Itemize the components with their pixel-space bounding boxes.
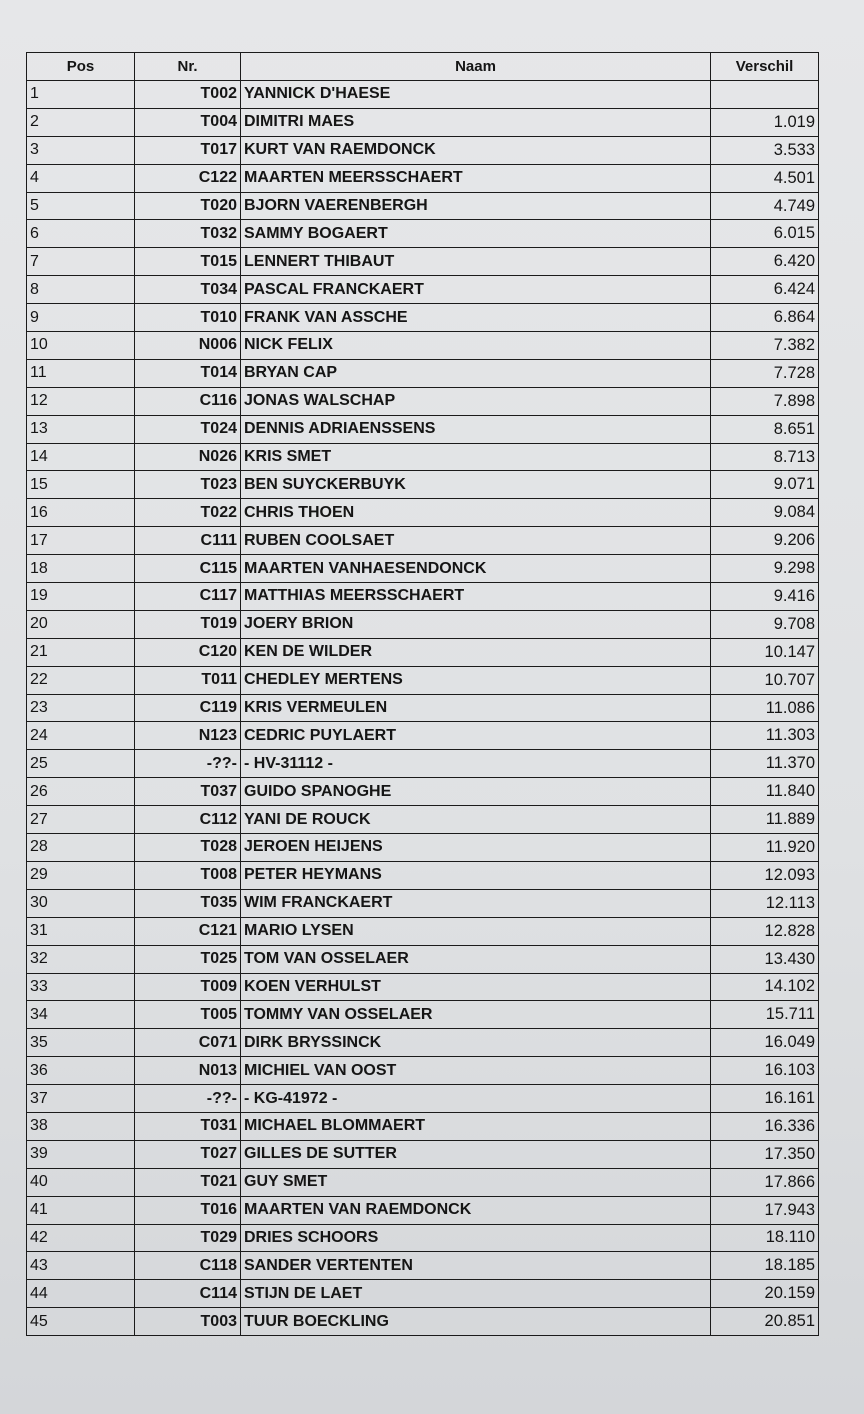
verschil-cell: 20.159 xyxy=(711,1280,819,1308)
pos-cell: 31 xyxy=(27,917,135,945)
pos-cell: 4 xyxy=(27,164,135,192)
table-row xyxy=(27,332,819,360)
table-row xyxy=(27,276,819,304)
nr-cell: C114 xyxy=(135,1280,241,1308)
verschil-cell: 6.864 xyxy=(711,304,819,332)
verschil-cell: 12.113 xyxy=(711,889,819,917)
table-row xyxy=(27,1112,819,1140)
pos-cell: 1 xyxy=(27,81,135,109)
verschil-cell: 18.185 xyxy=(711,1252,819,1280)
table-row xyxy=(27,917,819,945)
naam-cell: BJORN VAERENBERGH xyxy=(241,192,711,220)
nr-cell: C119 xyxy=(135,694,241,722)
table-row xyxy=(27,1280,819,1308)
naam-cell: KEN DE WILDER xyxy=(241,638,711,666)
naam-cell: JONAS WALSCHAP xyxy=(241,387,711,415)
pos-cell: 34 xyxy=(27,1001,135,1029)
table-row xyxy=(27,610,819,638)
pos-cell: 9 xyxy=(27,304,135,332)
nr-cell: N026 xyxy=(135,443,241,471)
verschil-cell: 6.420 xyxy=(711,248,819,276)
naam-cell: CHEDLEY MERTENS xyxy=(241,666,711,694)
table-row xyxy=(27,248,819,276)
pos-cell: 38 xyxy=(27,1112,135,1140)
pos-cell: 35 xyxy=(27,1029,135,1057)
nr-cell: T031 xyxy=(135,1112,241,1140)
verschil-cell: 11.920 xyxy=(711,834,819,862)
nr-cell: C111 xyxy=(135,527,241,555)
verschil-cell: 16.161 xyxy=(711,1085,819,1113)
table-row xyxy=(27,1224,819,1252)
nr-cell: N006 xyxy=(135,332,241,360)
verschil-cell: 8.713 xyxy=(711,443,819,471)
pos-cell: 41 xyxy=(27,1196,135,1224)
table-row xyxy=(27,415,819,443)
verschil-cell: 11.086 xyxy=(711,694,819,722)
naam-cell: MICHIEL VAN OOST xyxy=(241,1057,711,1085)
verschil-cell: 16.049 xyxy=(711,1029,819,1057)
pos-cell: 19 xyxy=(27,583,135,611)
nr-cell: C112 xyxy=(135,806,241,834)
verschil-cell: 13.430 xyxy=(711,945,819,973)
pos-cell: 39 xyxy=(27,1140,135,1168)
naam-cell: MARIO LYSEN xyxy=(241,917,711,945)
pos-cell: 10 xyxy=(27,332,135,360)
naam-cell: - HV-31112 - xyxy=(241,750,711,778)
verschil-cell: 9.071 xyxy=(711,471,819,499)
verschil-cell: 9.084 xyxy=(711,499,819,527)
nr-cell: T029 xyxy=(135,1224,241,1252)
naam-cell: GUIDO SPANOGHE xyxy=(241,778,711,806)
nr-cell: T002 xyxy=(135,81,241,109)
table-row xyxy=(27,387,819,415)
pos-cell: 22 xyxy=(27,666,135,694)
nr-cell: -??- xyxy=(135,750,241,778)
table-row xyxy=(27,973,819,1001)
verschil-cell: 18.110 xyxy=(711,1224,819,1252)
naam-cell: SAMMY BOGAERT xyxy=(241,220,711,248)
table-row xyxy=(27,164,819,192)
pos-cell: 14 xyxy=(27,443,135,471)
table-row xyxy=(27,555,819,583)
nr-cell: T005 xyxy=(135,1001,241,1029)
pos-cell: 5 xyxy=(27,192,135,220)
verschil-cell: 11.840 xyxy=(711,778,819,806)
table-row xyxy=(27,220,819,248)
nr-cell: T004 xyxy=(135,108,241,136)
verschil-cell: 11.370 xyxy=(711,750,819,778)
table-row xyxy=(27,1140,819,1168)
verschil-cell: 7.898 xyxy=(711,387,819,415)
nr-cell: C120 xyxy=(135,638,241,666)
naam-cell: MAARTEN MEERSSCHAERT xyxy=(241,164,711,192)
naam-cell: TUUR BOECKLING xyxy=(241,1308,711,1336)
verschil-cell: 9.708 xyxy=(711,610,819,638)
nr-cell: T035 xyxy=(135,889,241,917)
pos-cell: 40 xyxy=(27,1168,135,1196)
verschil-cell: 10.147 xyxy=(711,638,819,666)
verschil-cell: 9.298 xyxy=(711,555,819,583)
nr-cell: T024 xyxy=(135,415,241,443)
pos-cell: 15 xyxy=(27,471,135,499)
header-naam: Naam xyxy=(241,53,711,81)
table-row xyxy=(27,834,819,862)
pos-cell: 2 xyxy=(27,108,135,136)
naam-cell: PASCAL FRANCKAERT xyxy=(241,276,711,304)
nr-cell: T023 xyxy=(135,471,241,499)
nr-cell: T028 xyxy=(135,834,241,862)
nr-cell: T016 xyxy=(135,1196,241,1224)
nr-cell: C071 xyxy=(135,1029,241,1057)
verschil-cell: 3.533 xyxy=(711,136,819,164)
nr-cell: N123 xyxy=(135,722,241,750)
pos-cell: 36 xyxy=(27,1057,135,1085)
table-row xyxy=(27,861,819,889)
nr-cell: C121 xyxy=(135,917,241,945)
pos-cell: 23 xyxy=(27,694,135,722)
table-row xyxy=(27,304,819,332)
table-row xyxy=(27,527,819,555)
naam-cell: STIJN DE LAET xyxy=(241,1280,711,1308)
nr-cell: T034 xyxy=(135,276,241,304)
table-row xyxy=(27,750,819,778)
naam-cell: YANI DE ROUCK xyxy=(241,806,711,834)
pos-cell: 25 xyxy=(27,750,135,778)
naam-cell: PETER HEYMANS xyxy=(241,861,711,889)
pos-cell: 21 xyxy=(27,638,135,666)
nr-cell: C115 xyxy=(135,555,241,583)
table-row xyxy=(27,694,819,722)
nr-cell: T037 xyxy=(135,778,241,806)
pos-cell: 3 xyxy=(27,136,135,164)
naam-cell: LENNERT THIBAUT xyxy=(241,248,711,276)
pos-cell: 26 xyxy=(27,778,135,806)
naam-cell: CEDRIC PUYLAERT xyxy=(241,722,711,750)
table-row xyxy=(27,1057,819,1085)
table-row xyxy=(27,1252,819,1280)
nr-cell: -??- xyxy=(135,1085,241,1113)
naam-cell: WIM FRANCKAERT xyxy=(241,889,711,917)
pos-cell: 43 xyxy=(27,1252,135,1280)
naam-cell: BEN SUYCKERBUYK xyxy=(241,471,711,499)
naam-cell: JOERY BRION xyxy=(241,610,711,638)
naam-cell: KRIS VERMEULEN xyxy=(241,694,711,722)
naam-cell: BRYAN CAP xyxy=(241,359,711,387)
pos-cell: 30 xyxy=(27,889,135,917)
naam-cell: DIRK BRYSSINCK xyxy=(241,1029,711,1057)
naam-cell: FRANK VAN ASSCHE xyxy=(241,304,711,332)
verschil-cell: 7.728 xyxy=(711,359,819,387)
table-row xyxy=(27,1085,819,1113)
pos-cell: 37 xyxy=(27,1085,135,1113)
naam-cell: DRIES SCHOORS xyxy=(241,1224,711,1252)
naam-cell: GILLES DE SUTTER xyxy=(241,1140,711,1168)
nr-cell: T019 xyxy=(135,610,241,638)
pos-cell: 11 xyxy=(27,359,135,387)
naam-cell: CHRIS THOEN xyxy=(241,499,711,527)
verschil-cell: 9.416 xyxy=(711,583,819,611)
naam-cell: DIMITRI MAES xyxy=(241,108,711,136)
table-row xyxy=(27,945,819,973)
table-row xyxy=(27,192,819,220)
verschil-cell: 14.102 xyxy=(711,973,819,1001)
pos-cell: 20 xyxy=(27,610,135,638)
naam-cell: YANNICK D'HAESE xyxy=(241,81,711,109)
nr-cell: C122 xyxy=(135,164,241,192)
verschil-cell: 12.093 xyxy=(711,861,819,889)
pos-cell: 7 xyxy=(27,248,135,276)
verschil-cell: 11.889 xyxy=(711,806,819,834)
naam-cell: SANDER VERTENTEN xyxy=(241,1252,711,1280)
pos-cell: 27 xyxy=(27,806,135,834)
table-row xyxy=(27,1308,819,1336)
nr-cell: T014 xyxy=(135,359,241,387)
naam-cell: KURT VAN RAEMDONCK xyxy=(241,136,711,164)
table-row xyxy=(27,499,819,527)
verschil-cell: 8.651 xyxy=(711,415,819,443)
verschil-cell: 17.866 xyxy=(711,1168,819,1196)
header-verschil: Verschil xyxy=(711,53,819,81)
table-row xyxy=(27,443,819,471)
table-row xyxy=(27,359,819,387)
naam-cell: MAARTEN VANHAESENDONCK xyxy=(241,555,711,583)
pos-cell: 29 xyxy=(27,861,135,889)
table-row xyxy=(27,722,819,750)
naam-cell: GUY SMET xyxy=(241,1168,711,1196)
table-row xyxy=(27,1029,819,1057)
header-pos: Pos xyxy=(27,53,135,81)
verschil-cell: 7.382 xyxy=(711,332,819,360)
verschil-cell: 17.943 xyxy=(711,1196,819,1224)
table-row xyxy=(27,136,819,164)
verschil-cell: 6.015 xyxy=(711,220,819,248)
nr-cell: T011 xyxy=(135,666,241,694)
nr-cell: T021 xyxy=(135,1168,241,1196)
header-nr: Nr. xyxy=(135,53,241,81)
nr-cell: C116 xyxy=(135,387,241,415)
nr-cell: T022 xyxy=(135,499,241,527)
nr-cell: T017 xyxy=(135,136,241,164)
nr-cell: N013 xyxy=(135,1057,241,1085)
pos-cell: 8 xyxy=(27,276,135,304)
verschil-cell: 4.501 xyxy=(711,164,819,192)
nr-cell: T032 xyxy=(135,220,241,248)
table-row xyxy=(27,806,819,834)
verschil-cell: 9.206 xyxy=(711,527,819,555)
table-row xyxy=(27,471,819,499)
nr-cell: T027 xyxy=(135,1140,241,1168)
table-row xyxy=(27,1168,819,1196)
table-row xyxy=(27,583,819,611)
naam-cell: KRIS SMET xyxy=(241,443,711,471)
naam-cell: KOEN VERHULST xyxy=(241,973,711,1001)
pos-cell: 12 xyxy=(27,387,135,415)
verschil-cell: 1.019 xyxy=(711,108,819,136)
table-row xyxy=(27,108,819,136)
naam-cell: - KG-41972 - xyxy=(241,1085,711,1113)
table-row xyxy=(27,666,819,694)
naam-cell: TOMMY VAN OSSELAER xyxy=(241,1001,711,1029)
naam-cell: DENNIS ADRIAENSSENS xyxy=(241,415,711,443)
verschil-cell: 16.103 xyxy=(711,1057,819,1085)
verschil-cell: 12.828 xyxy=(711,917,819,945)
pos-cell: 32 xyxy=(27,945,135,973)
verschil-cell: 16.336 xyxy=(711,1112,819,1140)
verschil-cell: 17.350 xyxy=(711,1140,819,1168)
naam-cell: TOM VAN OSSELAER xyxy=(241,945,711,973)
table-row xyxy=(27,889,819,917)
verschil-cell xyxy=(711,81,819,109)
verschil-cell: 15.711 xyxy=(711,1001,819,1029)
results-table xyxy=(26,52,819,1336)
nr-cell: T009 xyxy=(135,973,241,1001)
pos-cell: 6 xyxy=(27,220,135,248)
pos-cell: 24 xyxy=(27,722,135,750)
verschil-cell: 10.707 xyxy=(711,666,819,694)
nr-cell: C118 xyxy=(135,1252,241,1280)
header-row xyxy=(27,53,819,81)
naam-cell: MATTHIAS MEERSSCHAERT xyxy=(241,583,711,611)
verschil-cell: 6.424 xyxy=(711,276,819,304)
naam-cell: RUBEN COOLSAET xyxy=(241,527,711,555)
naam-cell: MICHAEL BLOMMAERT xyxy=(241,1112,711,1140)
table-row xyxy=(27,81,819,109)
pos-cell: 45 xyxy=(27,1308,135,1336)
pos-cell: 33 xyxy=(27,973,135,1001)
table-row xyxy=(27,1001,819,1029)
pos-cell: 18 xyxy=(27,555,135,583)
pos-cell: 42 xyxy=(27,1224,135,1252)
nr-cell: C117 xyxy=(135,583,241,611)
nr-cell: T020 xyxy=(135,192,241,220)
nr-cell: T008 xyxy=(135,861,241,889)
verschil-cell: 11.303 xyxy=(711,722,819,750)
table-row xyxy=(27,638,819,666)
nr-cell: T010 xyxy=(135,304,241,332)
nr-cell: T015 xyxy=(135,248,241,276)
table-row xyxy=(27,1196,819,1224)
pos-cell: 16 xyxy=(27,499,135,527)
table-row xyxy=(27,778,819,806)
naam-cell: NICK FELIX xyxy=(241,332,711,360)
pos-cell: 28 xyxy=(27,834,135,862)
verschil-cell: 4.749 xyxy=(711,192,819,220)
nr-cell: T025 xyxy=(135,945,241,973)
pos-cell: 17 xyxy=(27,527,135,555)
nr-cell: T003 xyxy=(135,1308,241,1336)
pos-cell: 13 xyxy=(27,415,135,443)
naam-cell: MAARTEN VAN RAEMDONCK xyxy=(241,1196,711,1224)
verschil-cell: 20.851 xyxy=(711,1308,819,1336)
pos-cell: 44 xyxy=(27,1280,135,1308)
naam-cell: JEROEN HEIJENS xyxy=(241,834,711,862)
